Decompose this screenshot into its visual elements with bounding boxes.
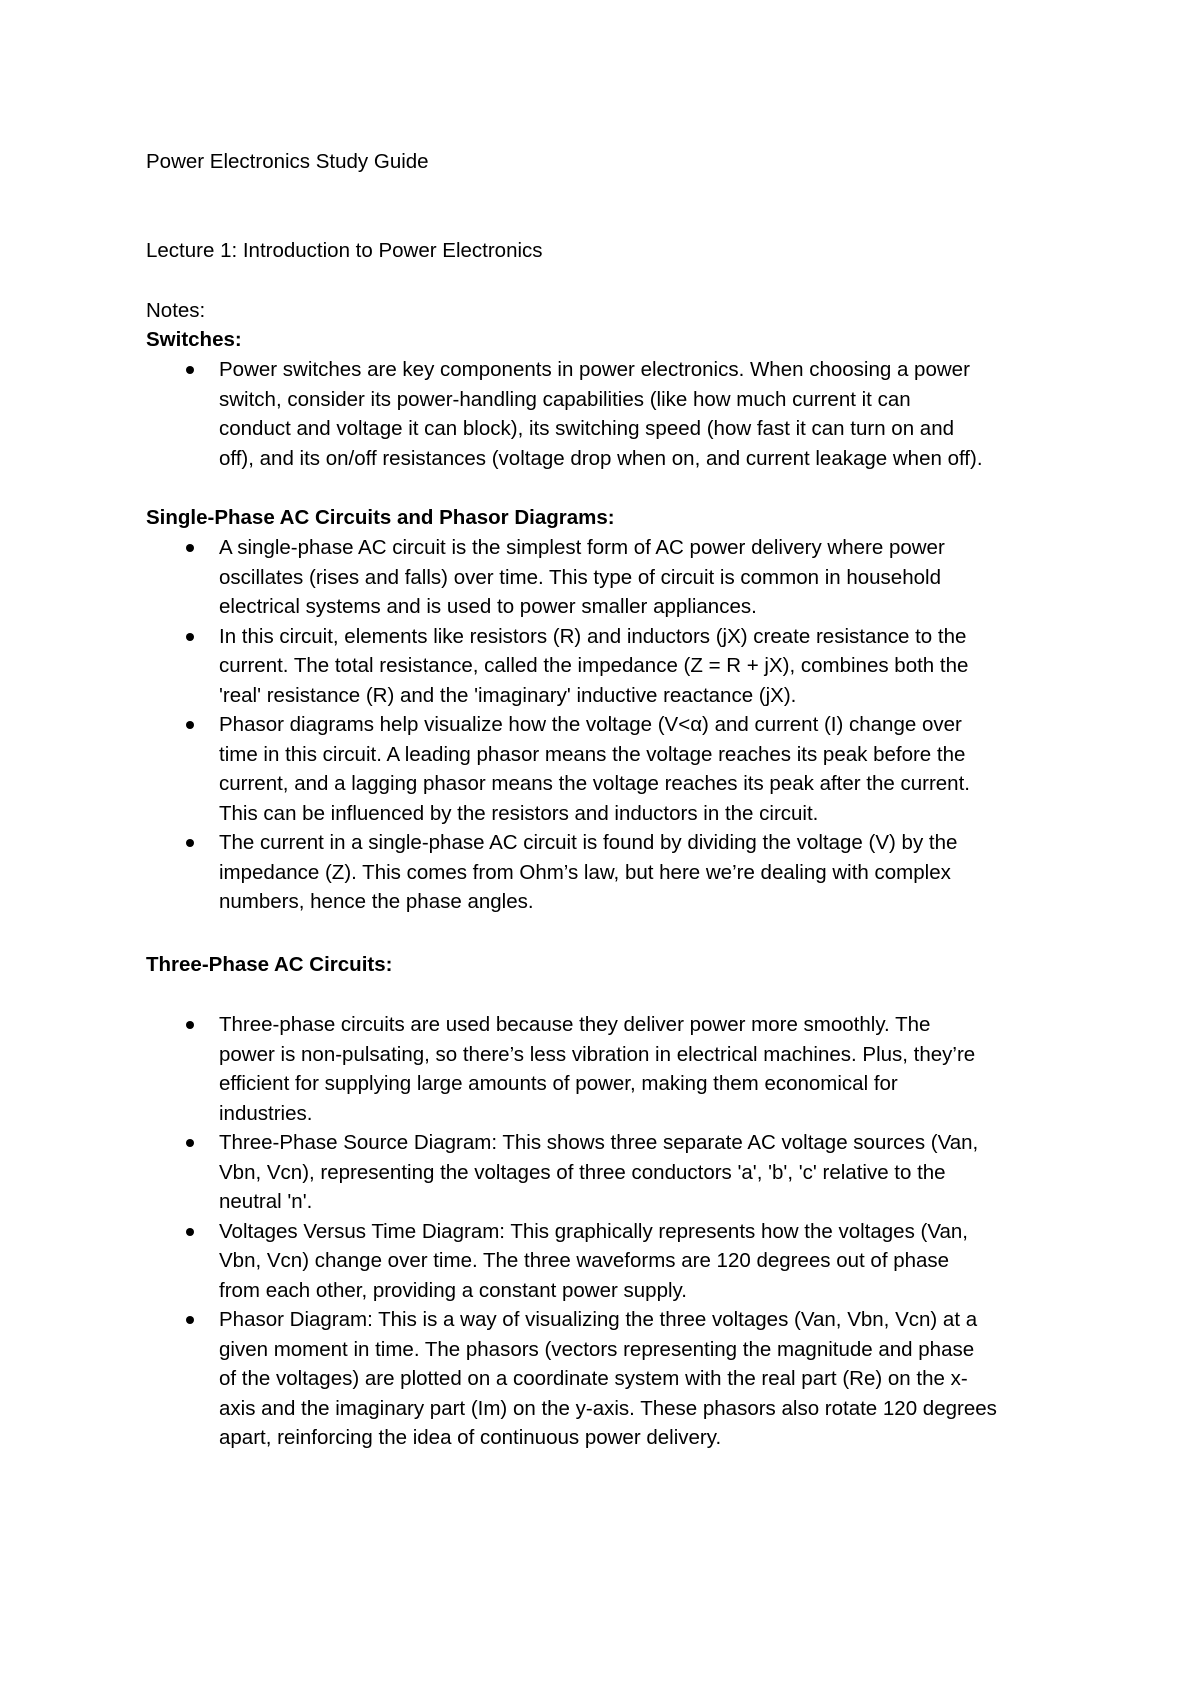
bullet-icon xyxy=(186,721,194,729)
list-item-line: This can be influenced by the resistors and inductors in the circuit. xyxy=(219,801,819,825)
list-item-line: impedance (Z). This comes from Ohm’s law, but here we’re dealing with complex xyxy=(219,860,951,884)
list-item-line: power is non-pulsating, so there’s less vibration in electrical machines. Plus, they’re xyxy=(219,1042,976,1066)
list-item-line: Phasor Diagram: This is a way of visualizing the three voltages (Van, Vbn, Vcn) at a xyxy=(219,1308,978,1331)
list-item xyxy=(146,710,1086,828)
list-item-line: current, and a lagging phasor means the voltage reaches its peak after the current. xyxy=(219,772,970,795)
list-item xyxy=(146,355,1086,473)
list-item xyxy=(146,622,1086,711)
list-item-line: time in this circuit. A leading phasor means the voltage reaches its peak before the xyxy=(219,742,966,766)
section-list-three-phase xyxy=(146,1010,1086,1453)
section-heading-single-phase: Single-Phase AC Circuits and Phasor Diagrams: xyxy=(146,506,615,529)
list-item-line: A single-phase AC circuit is the simplest form of AC power delivery where power xyxy=(219,536,945,559)
bullet-icon xyxy=(186,839,194,847)
bullet-icon xyxy=(186,1316,194,1324)
bullet-icon xyxy=(186,1228,194,1236)
bullet-icon xyxy=(186,1021,194,1029)
list-item-line: from each other, providing a constant power supply. xyxy=(219,1278,687,1302)
list-item-line: efficient for supplying large amounts of power, making them economical for xyxy=(219,1072,898,1095)
list-item-line: Vbn, Vcn), representing the voltages of three conductors 'a', 'b', 'c' relative to the xyxy=(219,1160,946,1184)
list-item xyxy=(146,1010,1086,1128)
list-item-line: switch, consider its power-handling capabilities (like how much current it can xyxy=(219,387,911,411)
list-item-line: industries. xyxy=(219,1101,313,1125)
list-item xyxy=(146,1305,1086,1453)
notes-label: Notes: xyxy=(146,299,206,322)
section-heading-three-phase: Three-Phase AC Circuits: xyxy=(146,953,393,976)
list-item-line: neutral 'n'. xyxy=(219,1190,313,1213)
list-item-line: off), and its on/off resistances (voltage drop when on, and current leakage when off). xyxy=(219,446,983,470)
bullet-icon xyxy=(186,544,194,552)
list-item-line: Vbn, Vcn) change over time. The three waveforms are 120 degrees out of phase xyxy=(219,1249,950,1272)
list-item-line: current. The total resistance, called the impedance (Z = R + jX), combines both the xyxy=(219,654,969,677)
list-item-line: conduct and voltage it can block), its switching speed (how fast it can turn on and xyxy=(219,417,954,440)
list-item-line: numbers, hence the phase angles. xyxy=(219,890,534,913)
list-item xyxy=(146,1217,1086,1306)
list-item xyxy=(146,1128,1086,1217)
list-item-line: Power switches are key components in power electronics. When choosing a power xyxy=(219,358,970,381)
list-item-line: In this circuit, elements like resistors (R) and inductors (jX) create resistance to the xyxy=(219,624,967,648)
list-item-line: given moment in time. The phasors (vectors representing the magnitude and phase xyxy=(219,1337,975,1361)
list-item-line: of the voltages) are plotted on a coordinate system with the real part (Re) on the x- xyxy=(219,1367,968,1390)
bullet-icon xyxy=(186,633,194,641)
list-item-line: 'real' resistance (R) and the 'imaginary' inductive reactance (jX). xyxy=(219,683,797,707)
lecture-title: Lecture 1: Introduction to Power Electronics xyxy=(146,239,543,262)
bullet-icon xyxy=(186,1139,194,1147)
list-item-line: electrical systems and is used to power smaller appliances. xyxy=(219,595,757,618)
section-list-switches xyxy=(146,355,1086,473)
list-item xyxy=(146,828,1086,917)
list-item-line: apart, reinforcing the idea of continuous power delivery. xyxy=(219,1426,722,1449)
list-item-line: oscillates (rises and falls) over time. This type of circuit is common in household xyxy=(219,565,941,589)
list-item-line: Voltages Versus Time Diagram: This graphically represents how the voltages (Van, xyxy=(219,1219,969,1243)
section-list-single-phase xyxy=(146,533,1086,917)
list-item-line: The current in a single-phase AC circuit is found by dividing the voltage (V) by the xyxy=(219,831,958,854)
list-item-line: axis and the imaginary part (Im) on the y-axis. These phasors also rotate 120 degrees xyxy=(219,1396,997,1420)
list-item-line: Three-phase circuits are used because they deliver power more smoothly. The xyxy=(219,1013,931,1036)
bullet-icon xyxy=(186,366,194,374)
document-title: Power Electronics Study Guide xyxy=(146,150,429,173)
list-item xyxy=(146,533,1086,622)
list-item-line: Three-Phase Source Diagram: This shows three separate AC voltage sources (Van, xyxy=(219,1131,979,1154)
section-heading-switches: Switches: xyxy=(146,328,242,351)
list-item-line: Phasor diagrams help visualize how the voltage (V<α) and current (I) change over xyxy=(219,713,962,736)
